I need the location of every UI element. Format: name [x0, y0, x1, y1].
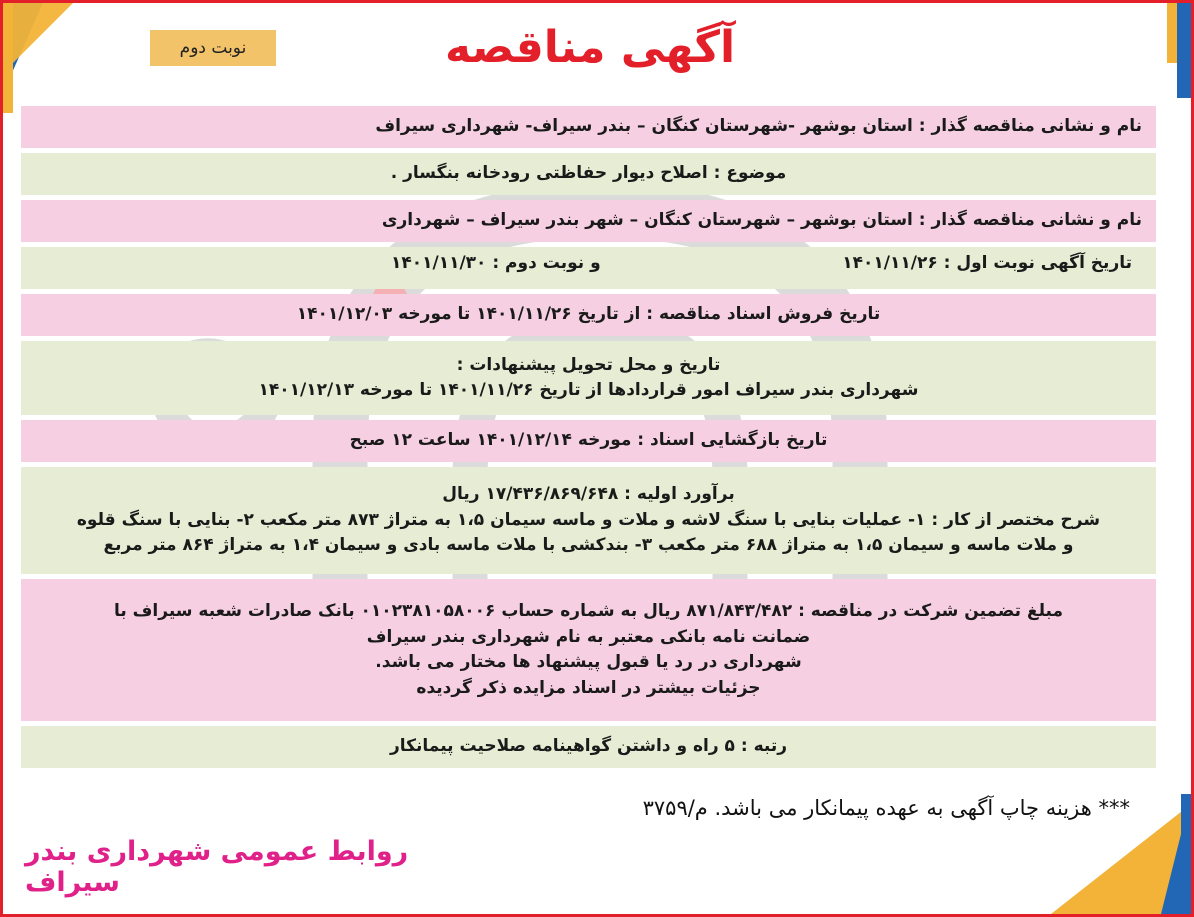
row-document-sale: [21, 294, 1156, 336]
tender-address-text: نام و نشانی مناقصه گذار : استان بوشهر – شهرستان کنگان – شهر بندر سیراف – شهرداری: [381, 210, 1142, 231]
document-sale-text: تاریخ فروش اسناد مناقصه : از تاریخ ۱۴۰۱/۱۱/۲۶ تا مورخه ۱۴۰۱/۱۲/۰۳: [296, 304, 881, 325]
corner-decoration-top-right: [1177, 3, 1191, 98]
more-details-text: جزئیات بیشتر در اسناد مزایده ذکر گردیده: [416, 677, 761, 698]
row-opening-date: [21, 420, 1156, 462]
second-publication-date: و نوبت دوم : ۱۴۰۱/۱۱/۳۰: [390, 253, 601, 273]
corner-decoration-top-left-bar: [3, 3, 13, 113]
work-description-line-2: و ملات ماسه و سیمان ۱،۵ به متراژ ۶۸۸ متر مکعب ۳- بندکشی با ملات ماسه بادی و سیمان ۱،۴ به متراژ ۸۶۴ متر مربع: [103, 535, 1074, 556]
issue-badge: نوبت دوم: [150, 30, 276, 66]
tender-organizer-text: نام و نشانی مناقصه گذار : استان بوشهر -شهرستان کنگان – بندر سیراف- شهرداری سیراف: [375, 116, 1142, 137]
corner-decoration-bottom-right-bar: [1181, 794, 1191, 914]
row-subject: [21, 153, 1156, 195]
corner-decoration-top-left-accent: [3, 3, 73, 73]
corner-decoration-top-right-accent: [1167, 3, 1177, 63]
contractor-rank-text: رتبه : ۵ راه و داشتن گواهینامه صلاحیت پیمانکار: [389, 736, 787, 757]
first-publication-date: تاریخ آگهی نوبت اول : ۱۴۰۱/۱۱/۲۶: [842, 253, 1132, 273]
proposal-delivery-text: شهرداری بندر سیراف امور قراردادها از تاریخ ۱۴۰۱/۱۱/۲۶ تا مورخه ۱۴۰۱/۱۲/۱۳: [258, 380, 919, 400]
guarantee-amount-text: مبلغ تضمین شرکت در مناقصه : ۸۷۱/۸۴۳/۴۸۲ ریال به شماره حساب ۰۱۰۲۳۸۱۰۵۸۰۰۶ بانک صادرات شعبه سیراف با: [114, 601, 1063, 621]
proposal-delivery-heading: تاریخ و محل تحویل پیشنهادات :: [456, 354, 721, 375]
notice-table: [21, 106, 1156, 773]
bank-guarantee-text: ضمانت نامه بانکی معتبر به نام شهرداری بندر سیراف: [366, 626, 811, 647]
row-proposal-delivery: [21, 341, 1156, 415]
row-tender-organizer: [21, 106, 1156, 148]
row-guarantee: [21, 579, 1156, 721]
row-contractor-rank: [21, 726, 1156, 768]
initial-estimate-text: برآورد اولیه : ۱۷/۴۳۶/۸۶۹/۶۴۸ ریال: [442, 484, 735, 505]
work-description-line-1: شرح مختصر از کار : ۱- عملیات بنایی با سنگ لاشه و ملات و ماسه سیمان ۱،۵ به متراژ ۸۷۳ متر مکعب ۲- بنایی با سنگ قلوه: [76, 509, 1101, 530]
row-publication-dates: [21, 247, 1156, 289]
footnote-text: *** هزینه چاپ آگهی به عهده پیمانکار می باشد. م/۳۷۵۹: [642, 796, 1130, 820]
public-relations-signature: روابط عمومی شهرداری بندر سیراف: [25, 836, 409, 898]
page-title: آگهی مناقصه: [444, 22, 736, 73]
row-tender-address: [21, 200, 1156, 242]
subject-text: موضوع : اصلاح دیوار حفاظتی رودخانه بنگسار .: [390, 163, 787, 184]
row-estimate-description: [21, 467, 1156, 574]
opening-date-text: تاریخ بازگشایی اسناد : مورخه ۱۴۰۱/۱۲/۱۴ ساعت ۱۲ صبح: [349, 430, 828, 451]
municipality-rights-text: شهرداری در رد یا قبول پیشنهاد ها مختار می باشد.: [375, 652, 802, 672]
